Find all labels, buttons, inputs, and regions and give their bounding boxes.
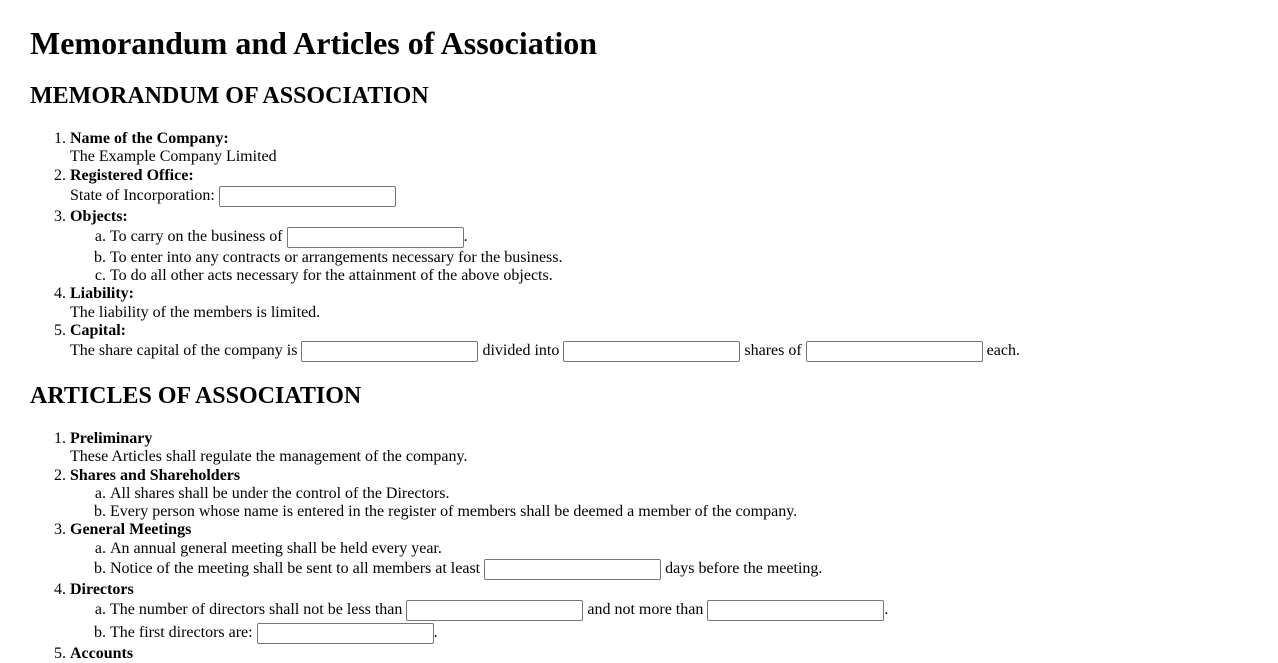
directors-a-text-1: The number of directors shall not be less than bbox=[110, 601, 403, 619]
page-title: Memorandum and Articles of Association bbox=[30, 25, 598, 61]
meetings-b-text-1: Notice of the meeting shall be sent to all members at least bbox=[110, 559, 481, 577]
objects-a-text: To carry on the business of bbox=[110, 228, 283, 246]
list-item-objects bbox=[70, 208, 1248, 285]
state-of-incorporation-input[interactable] bbox=[219, 186, 396, 207]
objects-sub-list bbox=[70, 226, 1248, 285]
shares-item-b bbox=[110, 503, 1248, 521]
liability-label: Liability: bbox=[70, 285, 135, 303]
accounts-label: Accounts bbox=[70, 645, 134, 663]
memorandum-heading: MEMORANDUM OF ASSOCIATION bbox=[30, 83, 429, 109]
capital-text-1: The share capital of the company is bbox=[70, 342, 298, 360]
share-capital-input[interactable] bbox=[301, 341, 478, 362]
shares-a-text: All shares shall be under the control of the Directors. bbox=[110, 485, 450, 503]
max-directors-input[interactable] bbox=[707, 600, 884, 621]
first-directors-input[interactable] bbox=[257, 623, 434, 644]
general-meetings-label: General Meetings bbox=[70, 521, 192, 539]
shares-b-text: Every person whose name is entered in the register of members shall be deemed a member of the company. bbox=[110, 503, 798, 521]
capital-text-3: shares of bbox=[744, 342, 802, 360]
directors-item-b bbox=[110, 622, 1248, 645]
directors-label: Directors bbox=[70, 580, 134, 598]
directors-b-text: The first directors are: bbox=[110, 624, 253, 642]
objects-item-b bbox=[110, 249, 1248, 267]
list-item-shares bbox=[70, 467, 1248, 521]
notice-days-input[interactable] bbox=[484, 559, 661, 580]
min-directors-input[interactable] bbox=[406, 600, 583, 621]
list-item-preliminary bbox=[70, 430, 1248, 467]
share-value-input[interactable] bbox=[806, 341, 983, 362]
company-name-value: The Example Company Limited bbox=[70, 148, 277, 166]
memorandum-list bbox=[30, 130, 1248, 363]
shares-sub-list bbox=[70, 485, 1248, 521]
directors-b-suffix: . bbox=[433, 624, 438, 642]
objects-b-text: To enter into any contracts or arrangements necessary for the business. bbox=[110, 249, 563, 267]
directors-sub-list bbox=[70, 599, 1248, 645]
shares-label: Shares and Shareholders bbox=[70, 466, 241, 484]
list-item-general-meetings bbox=[70, 521, 1248, 580]
meetings-a-text: An annual general meeting shall be held every year. bbox=[110, 539, 442, 557]
meetings-b-text-2: days before the meeting. bbox=[665, 559, 823, 577]
list-item-directors bbox=[70, 581, 1248, 645]
list-item-registered-office bbox=[70, 167, 1248, 208]
list-item-company-name bbox=[70, 130, 1248, 167]
list-item-capital bbox=[70, 322, 1248, 363]
objects-a-suffix: . bbox=[463, 228, 468, 246]
meetings-item-b bbox=[110, 558, 1248, 581]
capital-text-2: divided into bbox=[482, 342, 560, 360]
state-of-incorporation-label: State of Incorporation: bbox=[70, 186, 215, 204]
articles-list bbox=[30, 430, 1248, 663]
directors-a-text-2: and not more than bbox=[587, 601, 704, 619]
list-item-liability bbox=[70, 285, 1248, 322]
shares-count-input[interactable] bbox=[563, 341, 740, 362]
liability-text: The liability of the members is limited. bbox=[70, 303, 321, 321]
company-name-label: Name of the Company: bbox=[70, 130, 229, 147]
objects-c-text: To do all other acts necessary for the attainment of the above objects. bbox=[110, 267, 553, 285]
articles-heading: ARTICLES OF ASSOCIATION bbox=[30, 383, 362, 410]
preliminary-text: These Articles shall regulate the management of the company. bbox=[70, 448, 468, 466]
shares-item-a bbox=[110, 485, 1248, 503]
objects-item-a bbox=[110, 226, 1248, 249]
meetings-sub-list bbox=[70, 540, 1248, 581]
list-item-accounts bbox=[70, 645, 1248, 663]
objects-label: Objects: bbox=[70, 207, 128, 225]
capital-text-4: each. bbox=[986, 342, 1020, 360]
directors-a-suffix: . bbox=[884, 601, 889, 619]
capital-label: Capital: bbox=[70, 322, 126, 340]
directors-item-a bbox=[110, 599, 1248, 622]
registered-office-label: Registered Office: bbox=[70, 166, 194, 184]
objects-item-c bbox=[110, 267, 1248, 285]
preliminary-label: Preliminary bbox=[70, 430, 153, 448]
business-input[interactable] bbox=[287, 227, 464, 248]
meetings-item-a bbox=[110, 540, 1248, 558]
